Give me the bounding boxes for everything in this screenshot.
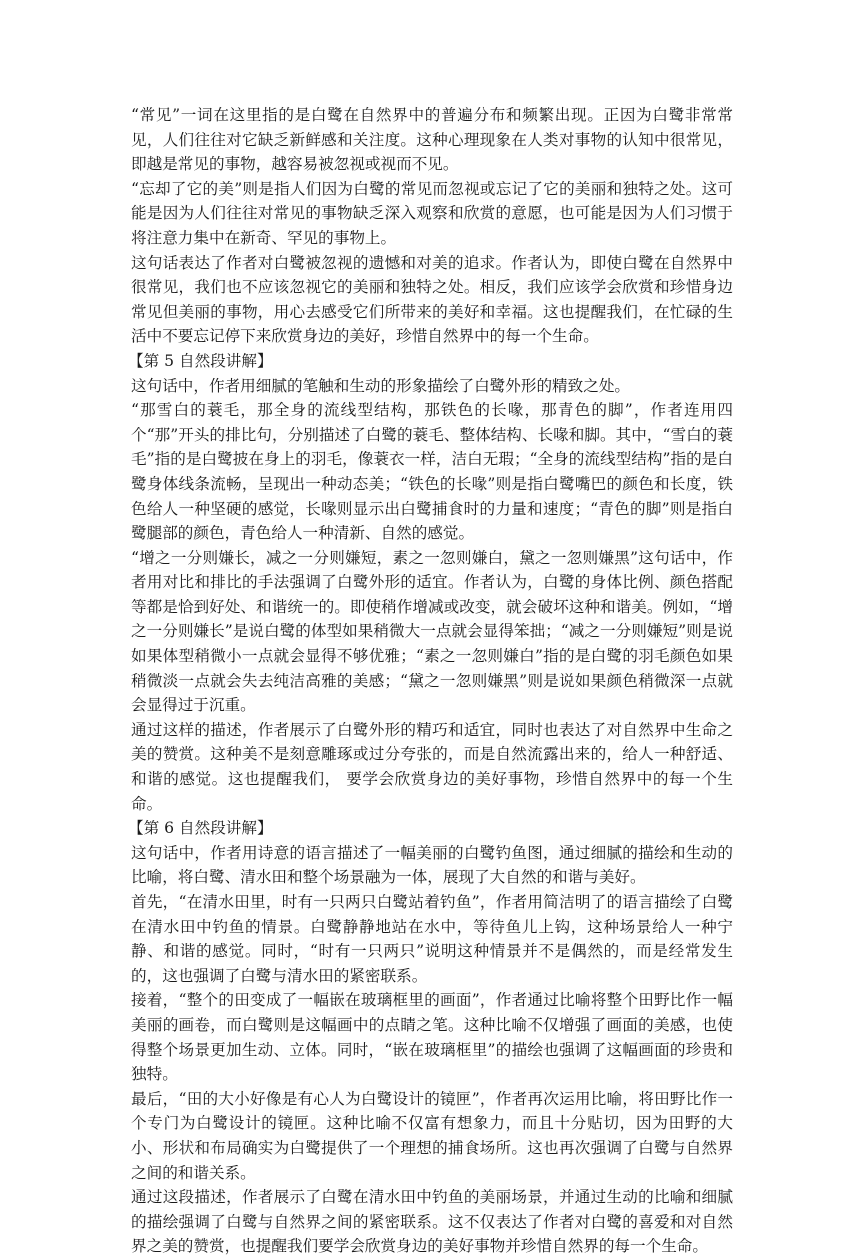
document-body: [128, 103, 733, 1259]
paragraph-changjian-meaning: “常见”一词在这里指的是白鹭在自然界中的普遍分布和频繁出现。正因为白鹭非常常见，人们往往对它缺乏新鲜感和关注度。这种心理现象在人类对事物的认知中很常见，即越是常见的事物，越容易被忽视或视而不见。: [131, 106, 733, 174]
paragraph-6-next: 接着，“整个的田变成了一幅嵌在玻璃框里的画面”，作者通过比喻将整个田野比作一幅美丽的画卷，而白鹭则是这幅画中的点睛之笔。这种比喻不仅增强了画面的美感，也使得整个场景更加生动、立体。同时，“嵌在玻璃框里”的描绘也强调了这幅画面的珍贵和独特。: [131, 991, 733, 1084]
paragraph-forgotten-beauty: “忘却了它的美”则是指人们因为白鹭的常见而忽视或忘记了它的美丽和独特之处。这可能是因为人们往往对常见的事物缺乏深入观察和欣赏的意愿，也可能是因为人们习惯于将注意力集中在新奇、罕见的事物上。: [131, 179, 733, 247]
paragraph-6-last: 最后，“田的大小好像是有心人为白鹭设计的镜匣”，作者再次运用比喻，将田野比作一个专门为白鹭设计的镜匣。这种比喻不仅富有想象力，而且十分贴切，因为田野的大小、形状和布局确实为白鹭提供了一个理想的捕食场所。这也再次强调了白鹭与自然界之间的和谐关系。: [131, 1089, 733, 1182]
section-heading-paragraph-5: 【第 5 自然段讲解】: [128, 351, 273, 370]
paragraph-5-contrast: “增之一分则嫌长，减之一分则嫌短，素之一忽则嫌白，黛之一忽则嫌黑”这句话中，作者用对比和排比的手法强调了白鹭外形的适宜。作者认为，白鹭的身体比例、颜色搭配等都是恰到好处、和谐统一的。即使稍作增减或改变，就会破坏这种和谐美。例如，“增之一分则嫌长”是说白鹭的体型如果稍微大一点就会显得笨拙；“减之一分则嫌短”则是说如果体型稍微小一点就会显得不够优雅；“素之一忽则嫌白”指的是白鹭的羽毛颜色如果稍微淡一点就会失去纯洁高雅的美感；“黛之一忽则嫌黑”则是说如果颜色稍微深一点就会显得过于沉重。: [131, 548, 733, 715]
paragraph-5-intro: 这句话中，作者用细腻的笔触和生动的形象描绘了白鹭外形的精致之处。: [131, 376, 631, 395]
section-heading-paragraph-6: 【第 6 自然段讲解】: [128, 819, 273, 838]
paragraph-6-summary: 通过这段描述，作者展示了白鹭在清水田中钓鱼的美丽场景，并通过生动的比喻和细腻的描绘强调了白鹭与自然界之间的紧密联系。这不仅表达了作者对白鹭的喜爱和对自然界之美的赞赏，也提醒我们要学会欣赏身边的美好事物并珍惜自然界的每一个生命。: [131, 1188, 733, 1256]
paragraph-5-parallelism: “那雪白的蓑毛，那全身的流线型结构，那铁色的长喙，那青色的脚”，作者连用四个“那”开头的排比句，分别描述了白鹭的蓑毛、整体结构、长喙和脚。其中，“雪白的蓑毛”指的是白鹭披在身上的羽毛，像蓑衣一样，洁白无瑕；“全身的流线型结构”指的是白鹭身体线条流畅，呈现出一种动态美；“铁色的长喙”则是指白鹭嘴巴的颜色和长度，铁色给人一种坚硬的感觉，长喙则显示出白鹭捕食时的力量和速度；“青色的脚”则是指白鹭腿部的颜色，青色给人一种清新、自然的感觉。: [131, 401, 733, 543]
paragraph-6-first: 首先，“在清水田里，时有一只两只白鹭站着钓鱼”，作者用简洁明了的语言描绘了白鹭在清水田中钓鱼的情景。白鹭静静地站在水中，等待鱼儿上钩，这种场景给人一种宁静、和谐的感觉。同时，“时有一只两只”说明这种情景并不是偶然的，而是经常发生的，这也强调了白鹭与清水田的紧密联系。: [131, 893, 733, 985]
paragraph-5-summary: 通过这样的描述，作者展示了白鹭外形的精巧和适宜，同时也表达了对自然界中生命之美的赞赏。这种美不是刻意雕琢或过分夸张的，而是自然流露出来的，给人一种舒适、和谐的感觉。这也提醒我们， 要学会欣赏身边的美好事物，珍惜自然界中的每一个生命。: [131, 720, 733, 813]
paragraph-author-regret: 这句话表达了作者对白鹭被忽视的遗憾和对美的追求。作者认为，即使白鹭在自然界中很常见，我们也不应该忽视它的美丽和独特之处。相反，我们应该学会欣赏和珍惜身边常见但美丽的事物，用心去感受它们所带来的美好和幸福。这也提醒我们，在忙碌的生活中不要忘记停下来欣赏身边的美好，珍惜自然界中的每一个生命。: [131, 253, 733, 346]
paragraph-6-intro: 这句话中，作者用诗意的语言描述了一幅美丽的白鹭钓鱼图，通过细腻的描绘和生动的比喻，将白鹭、清水田和整个场景融为一体，展现了大自然的和谐与美好。: [131, 843, 733, 887]
